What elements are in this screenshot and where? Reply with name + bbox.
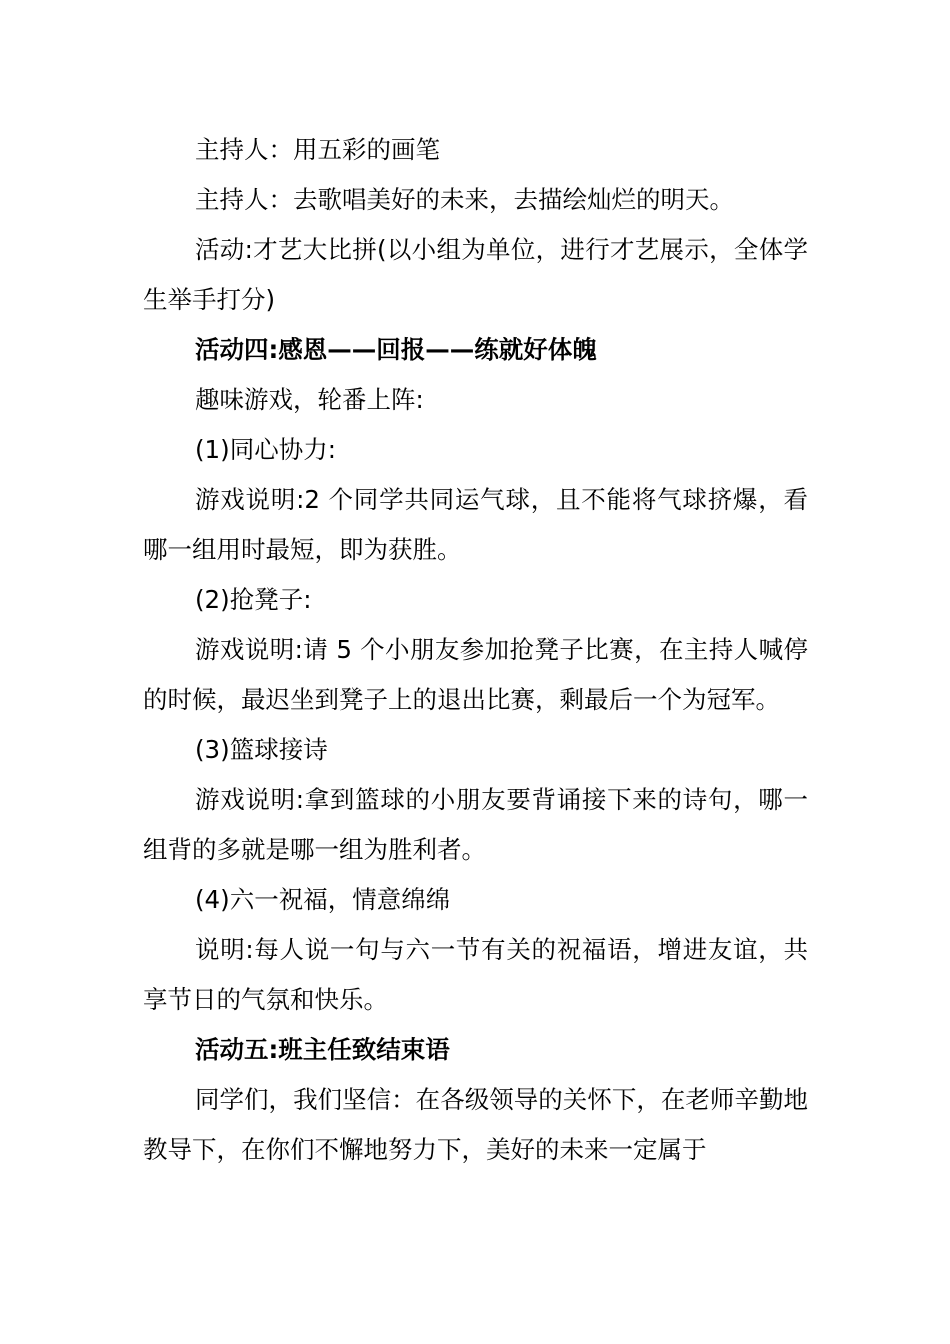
game-description-1: 游戏说明:2 个同学共同运气球，且不能将气球挤爆，看哪一组用时最短，即为获胜。 [143, 485, 808, 564]
game-description-4: 说明:每人说一句与六一节有关的祝福语，增进友谊，共享节日的气氛和快乐。 [143, 935, 808, 1014]
paragraph-host-line-2: 主持人：去歌唱美好的未来，去描绘灿烂的明天。 [195, 185, 734, 214]
heading-activity-five: 活动五:班主任致结束语 [195, 1035, 450, 1064]
paragraph-games-intro: 趣味游戏，轮番上阵: [195, 385, 424, 414]
document-body [143, 125, 808, 1175]
game-title-2: (2)抢凳子: [195, 585, 312, 614]
paragraph-talent-activity: 活动:才艺大比拼(以小组为单位，进行才艺展示，全体学生举手打分) [143, 235, 808, 314]
paragraph-closing-remarks: 同学们，我们坚信：在各级领导的关怀下，在老师辛勤地教导下，在你们不懈地努力下，美好的未来一定属于 [143, 1085, 808, 1164]
game-description-2: 游戏说明:请 5 个小朋友参加抢凳子比赛，在主持人喊停的时候，最迟坐到凳子上的退出比赛，剩最后一个为冠军。 [143, 635, 808, 714]
heading-activity-four: 活动四:感恩——回报——练就好体魄 [195, 335, 597, 364]
game-title-1: (1)同心协力: [195, 435, 336, 464]
game-description-3: 游戏说明:拿到篮球的小朋友要背诵接下来的诗句，哪一组背的多就是哪一组为胜利者。 [143, 785, 808, 864]
paragraph-host-line-1: 主持人：用五彩的画笔 [195, 135, 440, 164]
game-title-3: (3)篮球接诗 [195, 735, 328, 764]
game-title-4: (4)六一祝福，情意绵绵 [195, 885, 451, 914]
